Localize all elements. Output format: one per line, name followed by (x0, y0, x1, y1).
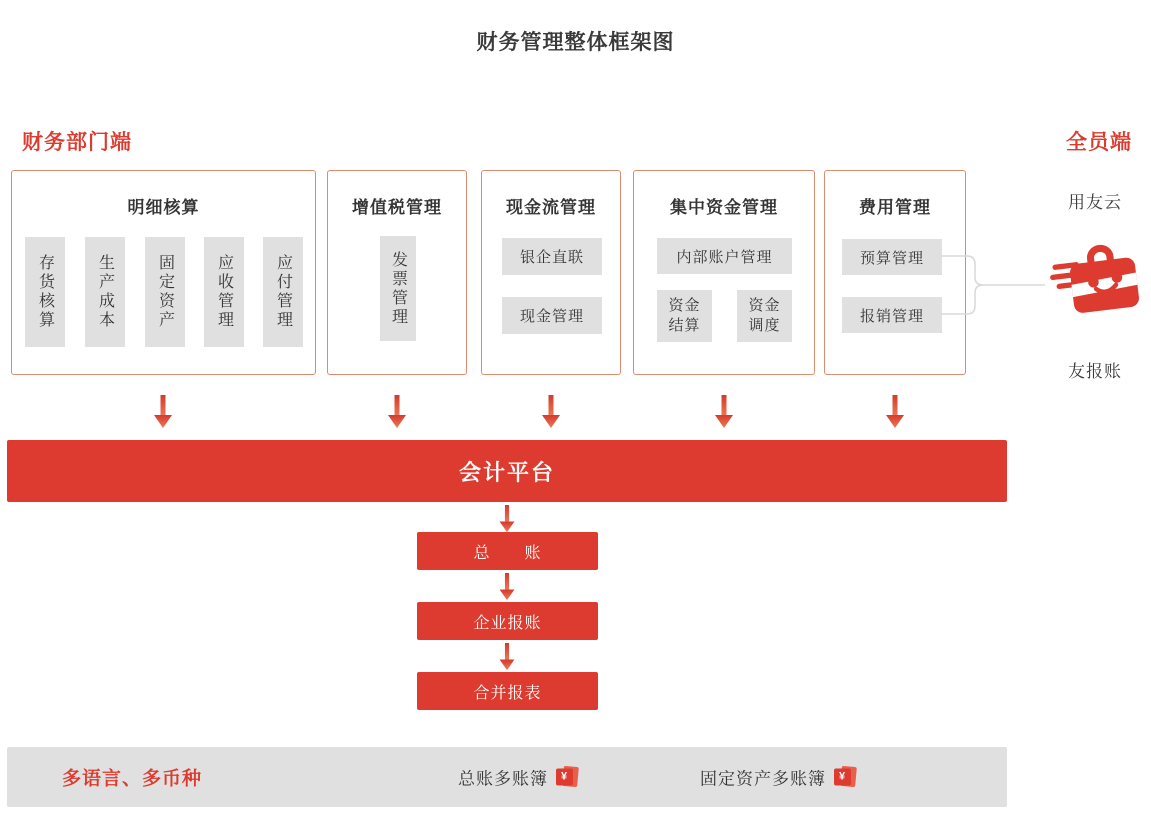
footer-group-label: 固定资产多账簿 (700, 769, 826, 789)
module-centralized-funds (633, 170, 815, 375)
youbaozhang-briefcase-icon (1046, 236, 1144, 320)
module-item: 现金管理 (502, 297, 602, 334)
down-arrow-icon (886, 395, 904, 429)
yuan-badge-icon (834, 766, 858, 788)
section-label-all-staff: 全员端 (1066, 131, 1132, 154)
down-arrow-icon (715, 395, 733, 429)
module-item: 应付管理 (263, 237, 303, 347)
section-label-finance-dept: 财务部门端 (22, 131, 132, 154)
module-detail-accounting (11, 170, 316, 375)
down-arrow-icon (499, 505, 515, 533)
module-header: 费用管理 (859, 198, 931, 217)
down-arrow-icon (499, 573, 515, 601)
yuan-glyph: ¥ (834, 768, 851, 785)
down-arrow-icon (542, 395, 560, 429)
multilang-multicurrency-label: 多语言、多币种 (62, 768, 203, 790)
module-cashflow (481, 170, 621, 375)
footer-group-general-ledger-books (458, 765, 580, 790)
down-arrow-icon (499, 643, 515, 671)
footer-group-label: 总账多账簿 (458, 769, 548, 789)
module-item: 生产成本 (85, 237, 125, 347)
module-item: 资金结算 (657, 290, 712, 342)
youbaozhang-label: 友报账 (1068, 362, 1122, 381)
down-arrow-icon (388, 395, 406, 429)
flow-box-enterprise-reimbursement: 企业报账 (417, 602, 598, 640)
page-title: 财务管理整体框架图 (476, 31, 675, 54)
flow-box-consolidated-statements: 合并报表 (417, 672, 598, 710)
module-item: 预算管理 (842, 239, 942, 275)
yonyou-cloud-label: 用友云 (1068, 193, 1122, 212)
flow-box-general-ledger: 总 账 (417, 532, 598, 570)
module-item: 存货核算 (25, 237, 65, 347)
module-header: 增值税管理 (352, 198, 442, 217)
footer-group-fixed-asset-books (700, 765, 858, 790)
expense-to-app-connector (935, 235, 1050, 335)
module-header: 明细核算 (127, 198, 200, 217)
module-item: 固定资产 (145, 237, 185, 347)
capability-footer-bar (7, 747, 1007, 807)
module-item: 应收管理 (204, 237, 244, 347)
accounting-platform-bar: 会计平台 (7, 440, 1007, 502)
module-header: 集中资金管理 (670, 198, 778, 217)
yuan-glyph: ¥ (556, 768, 573, 785)
module-item: 报销管理 (842, 297, 942, 333)
module-header: 现金流管理 (506, 198, 596, 217)
yuan-badge-icon (556, 766, 580, 788)
down-arrow-icon (154, 395, 172, 429)
module-item: 发票管理 (380, 236, 416, 341)
module-item: 资金调度 (737, 290, 792, 342)
module-vat (327, 170, 467, 375)
module-item: 银企直联 (502, 238, 602, 275)
module-item: 内部账户管理 (657, 238, 792, 274)
